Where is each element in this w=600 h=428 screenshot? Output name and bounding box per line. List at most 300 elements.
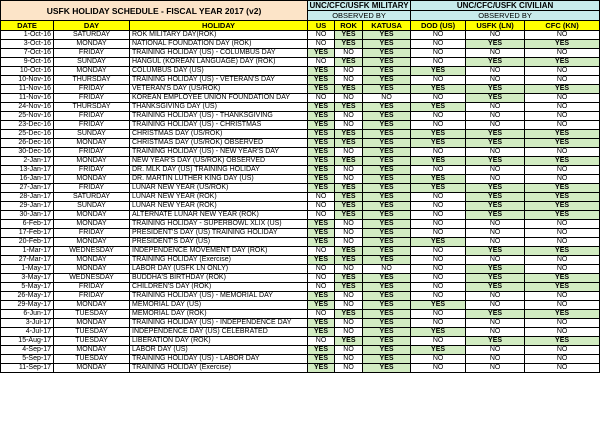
- day-cell: MONDAY: [54, 256, 130, 265]
- katusa-cell: YES: [363, 40, 411, 49]
- cfc-kn-cell: YES: [525, 184, 600, 193]
- us-cell: YES: [308, 184, 335, 193]
- holiday-cell: VETERAN'S DAY (US/ROK): [130, 85, 308, 94]
- rok-cell: NO: [335, 166, 363, 175]
- day-cell: SATURDAY: [54, 31, 130, 40]
- katusa-cell: YES: [363, 112, 411, 121]
- dod-us-cell: NO: [411, 274, 466, 283]
- katusa-cell: YES: [363, 301, 411, 310]
- date-cell: 1-May-17: [1, 265, 54, 274]
- holiday-cell: INDEPENDENCE MOVEMENT DAY (ROK): [130, 247, 308, 256]
- table-row: [1, 283, 600, 292]
- date-cell: 6-Jun-17: [1, 310, 54, 319]
- rok-cell: YES: [335, 40, 363, 49]
- date-cell: 30-Jan-17: [1, 211, 54, 220]
- rok-cell: YES: [335, 157, 363, 166]
- dod-us-cell: YES: [411, 67, 466, 76]
- day-cell: MONDAY: [54, 346, 130, 355]
- usfk-ln-cell: NO: [466, 112, 525, 121]
- holiday-cell: BUDDHA'S BIRTHDAY (ROK): [130, 274, 308, 283]
- cfc-kn-cell: YES: [525, 283, 600, 292]
- rok-cell: YES: [335, 31, 363, 40]
- usfk-ln-cell: NO: [466, 346, 525, 355]
- rok-cell: NO: [335, 265, 363, 274]
- rok-cell: NO: [335, 292, 363, 301]
- date-cell: 20-Feb-17: [1, 238, 54, 247]
- day-cell: TUESDAY: [54, 328, 130, 337]
- rok-cell: NO: [335, 319, 363, 328]
- rok-cell: YES: [335, 184, 363, 193]
- cfc-kn-cell: YES: [525, 211, 600, 220]
- cfc-kn-cell: NO: [525, 76, 600, 85]
- usfk-ln-cell: NO: [466, 301, 525, 310]
- katusa-cell: YES: [363, 211, 411, 220]
- cfc-kn-cell: NO: [525, 67, 600, 76]
- date-cell: 9-Oct-16: [1, 58, 54, 67]
- cfc-kn-cell: YES: [525, 157, 600, 166]
- holiday-cell: DR. MARTIN LUTHER KING DAY (US): [130, 175, 308, 184]
- holiday-cell: LUNAR NEW YEAR (ROK): [130, 202, 308, 211]
- date-cell: 11-Nov-16: [1, 94, 54, 103]
- us-cell: NO: [308, 265, 335, 274]
- date-cell: 25-Dec-16: [1, 130, 54, 139]
- day-cell: SUNDAY: [54, 58, 130, 67]
- rok-cell: NO: [335, 121, 363, 130]
- day-cell: FRIDAY: [54, 229, 130, 238]
- table-row: [1, 337, 600, 346]
- usfk-ln-cell: YES: [466, 85, 525, 94]
- holiday-cell: TRAINING HOLIDAY (US) - NEW YEAR'S DAY: [130, 148, 308, 157]
- dod-us-cell: NO: [411, 220, 466, 229]
- cfc-kn-cell: YES: [525, 337, 600, 346]
- us-cell: NO: [308, 274, 335, 283]
- katusa-cell: YES: [363, 364, 411, 373]
- date-cell: 11-Nov-16: [1, 85, 54, 94]
- cfc-kn-cell: NO: [525, 112, 600, 121]
- date-cell: 10-Oct-16: [1, 67, 54, 76]
- date-cell: 3-May-17: [1, 274, 54, 283]
- usfk-ln-cell: NO: [466, 256, 525, 265]
- cfc-kn-cell: YES: [525, 310, 600, 319]
- holiday-cell: CHRISTMAS DAY (US/ROK): [130, 130, 308, 139]
- table-row: [1, 274, 600, 283]
- table-row: [1, 121, 600, 130]
- katusa-cell: YES: [363, 355, 411, 364]
- date-cell: 11-Sep-17: [1, 364, 54, 373]
- cfc-kn-cell: NO: [525, 301, 600, 310]
- usfk-ln-cell: YES: [466, 58, 525, 67]
- cfc-kn-cell: NO: [525, 292, 600, 301]
- usfk-ln-cell: NO: [466, 67, 525, 76]
- cfc-kn-cell: YES: [525, 202, 600, 211]
- date-cell: 29-Jan-17: [1, 202, 54, 211]
- katusa-cell: YES: [363, 283, 411, 292]
- katusa-cell: YES: [363, 175, 411, 184]
- column-header-us: US: [308, 21, 335, 31]
- usfk-ln-cell: YES: [466, 40, 525, 49]
- holiday-cell: TRAINING HOLIDAY (US) - CHRISTMAS: [130, 121, 308, 130]
- dod-us-cell: NO: [411, 112, 466, 121]
- katusa-cell: YES: [363, 256, 411, 265]
- rok-cell: NO: [335, 94, 363, 103]
- cfc-kn-cell: NO: [525, 148, 600, 157]
- civilian-group-header: UNC/CFC/USFK CIVILIAN: [411, 1, 600, 11]
- rok-cell: YES: [335, 58, 363, 67]
- cfc-kn-cell: YES: [525, 40, 600, 49]
- date-cell: 10-Nov-16: [1, 76, 54, 85]
- cfc-kn-cell: YES: [525, 274, 600, 283]
- date-cell: 5-Sep-17: [1, 355, 54, 364]
- cfc-kn-cell: NO: [525, 319, 600, 328]
- dod-us-cell: NO: [411, 283, 466, 292]
- day-cell: FRIDAY: [54, 148, 130, 157]
- cfc-kn-cell: YES: [525, 85, 600, 94]
- usfk-ln-cell: NO: [466, 292, 525, 301]
- rok-cell: NO: [335, 355, 363, 364]
- cfc-kn-cell: NO: [525, 364, 600, 373]
- day-cell: TUESDAY: [54, 310, 130, 319]
- usfk-ln-cell: NO: [466, 238, 525, 247]
- holiday-cell: TRAINING HOLIDAY (Exercise): [130, 256, 308, 265]
- table-row: [1, 247, 600, 256]
- cfc-kn-cell: YES: [525, 139, 600, 148]
- dod-us-cell: NO: [411, 211, 466, 220]
- usfk-ln-cell: NO: [466, 76, 525, 85]
- date-cell: 7-Oct-16: [1, 49, 54, 58]
- holiday-cell: TRAINING HOLIDAY (US) - VETERAN'S DAY: [130, 76, 308, 85]
- table-row: [1, 94, 600, 103]
- day-cell: MONDAY: [54, 301, 130, 310]
- rok-cell: YES: [335, 310, 363, 319]
- dod-us-cell: NO: [411, 202, 466, 211]
- usfk-ln-cell: YES: [466, 139, 525, 148]
- dod-us-cell: YES: [411, 184, 466, 193]
- dod-us-cell: NO: [411, 94, 466, 103]
- us-cell: YES: [308, 157, 335, 166]
- us-cell: YES: [308, 292, 335, 301]
- us-cell: YES: [308, 76, 335, 85]
- us-cell: NO: [308, 202, 335, 211]
- us-cell: NO: [308, 94, 335, 103]
- date-cell: 27-Jan-17: [1, 184, 54, 193]
- usfk-ln-cell: NO: [466, 328, 525, 337]
- table-row: [1, 175, 600, 184]
- dod-us-cell: NO: [411, 121, 466, 130]
- holiday-cell: PRESIDENT'S DAY (US): [130, 238, 308, 247]
- table-row: [1, 364, 600, 373]
- us-cell: YES: [308, 166, 335, 175]
- holiday-cell: CHRISTMAS DAY (US/ROK) OBSERVED: [130, 139, 308, 148]
- holiday-cell: ALTERNATE LUNAR NEW YEAR (ROK): [130, 211, 308, 220]
- day-cell: SUNDAY: [54, 202, 130, 211]
- katusa-cell: YES: [363, 103, 411, 112]
- column-header-rok: ROK: [335, 21, 363, 31]
- katusa-cell: YES: [363, 121, 411, 130]
- rok-cell: YES: [335, 130, 363, 139]
- day-cell: TUESDAY: [54, 337, 130, 346]
- holiday-cell: TRAINING HOLIDAY (Exercise): [130, 364, 308, 373]
- us-cell: YES: [308, 355, 335, 364]
- us-cell: YES: [308, 121, 335, 130]
- date-cell: 3-Jul-17: [1, 319, 54, 328]
- dod-us-cell: NO: [411, 364, 466, 373]
- date-cell: 26-Dec-16: [1, 139, 54, 148]
- column-header-katusa: KATUSA: [363, 21, 411, 31]
- column-header-row: [1, 21, 600, 31]
- katusa-cell: YES: [363, 166, 411, 175]
- date-cell: 5-May-17: [1, 283, 54, 292]
- usfk-ln-cell: YES: [466, 274, 525, 283]
- holiday-cell: CHILDREN'S DAY (ROK): [130, 283, 308, 292]
- holiday-cell: NATIONAL FOUNDATION DAY (ROK): [130, 40, 308, 49]
- dod-us-cell: YES: [411, 157, 466, 166]
- day-cell: MONDAY: [54, 211, 130, 220]
- cfc-kn-cell: NO: [525, 256, 600, 265]
- katusa-cell: YES: [363, 337, 411, 346]
- holiday-cell: THANKSGIVING DAY (US): [130, 103, 308, 112]
- cfc-kn-cell: NO: [525, 355, 600, 364]
- dod-us-cell: YES: [411, 103, 466, 112]
- katusa-cell: YES: [363, 139, 411, 148]
- rok-cell: YES: [335, 247, 363, 256]
- us-cell: YES: [308, 346, 335, 355]
- cfc-kn-cell: YES: [525, 193, 600, 202]
- katusa-cell: YES: [363, 31, 411, 40]
- date-cell: 17-Feb-17: [1, 229, 54, 238]
- table-row: [1, 31, 600, 40]
- rok-cell: NO: [335, 346, 363, 355]
- rok-cell: YES: [335, 283, 363, 292]
- date-cell: 29-May-17: [1, 301, 54, 310]
- military-observed-by: OBSERVED BY: [308, 11, 411, 21]
- dod-us-cell: NO: [411, 319, 466, 328]
- table-row: [1, 355, 600, 364]
- day-cell: MONDAY: [54, 265, 130, 274]
- rok-cell: YES: [335, 202, 363, 211]
- holiday-cell: LABOR DAY (US): [130, 346, 308, 355]
- holiday-cell: MEMORIAL DAY (ROK): [130, 310, 308, 319]
- katusa-cell: YES: [363, 319, 411, 328]
- dod-us-cell: NO: [411, 310, 466, 319]
- rok-cell: NO: [335, 328, 363, 337]
- us-cell: NO: [308, 40, 335, 49]
- us-cell: YES: [308, 256, 335, 265]
- holiday-cell: LIBERATION DAY (ROK): [130, 337, 308, 346]
- column-header-dod-us: DOD (US): [411, 21, 466, 31]
- us-cell: YES: [308, 49, 335, 58]
- holiday-cell: LUNAR NEW YEAR (ROK): [130, 193, 308, 202]
- table-row: [1, 292, 600, 301]
- table-row: [1, 202, 600, 211]
- day-cell: WEDNESDAY: [54, 247, 130, 256]
- holiday-cell: COLUMBUS DAY (US): [130, 67, 308, 76]
- cfc-kn-cell: NO: [525, 121, 600, 130]
- rok-cell: NO: [335, 301, 363, 310]
- date-cell: 27-Mar-17: [1, 256, 54, 265]
- holiday-cell: TRAINING HOLIDAY (US) - INDEPENDENCE DAY: [130, 319, 308, 328]
- katusa-cell: YES: [363, 220, 411, 229]
- table-row: [1, 166, 600, 175]
- us-cell: NO: [308, 247, 335, 256]
- column-header-cfc-kn: CFC (KN): [525, 21, 600, 31]
- column-header-usfk-ln: USFK (LN): [466, 21, 525, 31]
- usfk-ln-cell: YES: [466, 130, 525, 139]
- usfk-ln-cell: NO: [466, 121, 525, 130]
- date-cell: 25-Nov-16: [1, 112, 54, 121]
- holiday-cell: KOREAN EMPLOYEE UNION FOUNDATION DAY: [130, 94, 308, 103]
- table-row: [1, 112, 600, 121]
- usfk-ln-cell: YES: [466, 337, 525, 346]
- rok-cell: YES: [335, 337, 363, 346]
- usfk-ln-cell: NO: [466, 229, 525, 238]
- day-cell: WEDNESDAY: [54, 274, 130, 283]
- day-cell: FRIDAY: [54, 292, 130, 301]
- katusa-cell: YES: [363, 157, 411, 166]
- katusa-cell: YES: [363, 49, 411, 58]
- katusa-cell: YES: [363, 184, 411, 193]
- day-cell: FRIDAY: [54, 94, 130, 103]
- katusa-cell: YES: [363, 229, 411, 238]
- katusa-cell: NO: [363, 265, 411, 274]
- dod-us-cell: YES: [411, 346, 466, 355]
- cfc-kn-cell: YES: [525, 58, 600, 67]
- katusa-cell: YES: [363, 148, 411, 157]
- day-cell: MONDAY: [54, 220, 130, 229]
- table-row: [1, 49, 600, 58]
- katusa-cell: YES: [363, 202, 411, 211]
- katusa-cell: NO: [363, 94, 411, 103]
- column-header-holiday: HOLIDAY: [130, 21, 308, 31]
- rok-cell: YES: [335, 103, 363, 112]
- table-row: [1, 67, 600, 76]
- cfc-kn-cell: NO: [525, 166, 600, 175]
- katusa-cell: YES: [363, 67, 411, 76]
- usfk-ln-cell: YES: [466, 211, 525, 220]
- cfc-kn-cell: NO: [525, 229, 600, 238]
- cfc-kn-cell: NO: [525, 31, 600, 40]
- usfk-ln-cell: YES: [466, 202, 525, 211]
- table-row: [1, 346, 600, 355]
- dod-us-cell: NO: [411, 166, 466, 175]
- rok-cell: NO: [335, 175, 363, 184]
- us-cell: NO: [308, 310, 335, 319]
- dod-us-cell: NO: [411, 58, 466, 67]
- date-cell: 6-Feb-17: [1, 220, 54, 229]
- dod-us-cell: NO: [411, 49, 466, 58]
- day-cell: MONDAY: [54, 157, 130, 166]
- us-cell: NO: [308, 283, 335, 292]
- holiday-cell: LUNAR NEW YEAR (US/ROK): [130, 184, 308, 193]
- holiday-cell: TRAINING HOLIDAY (US) - MEMORIAL DAY: [130, 292, 308, 301]
- us-cell: YES: [308, 301, 335, 310]
- us-cell: YES: [308, 238, 335, 247]
- holiday-cell: MEMORIAL DAY (US): [130, 301, 308, 310]
- day-cell: MONDAY: [54, 139, 130, 148]
- us-cell: YES: [308, 175, 335, 184]
- day-cell: SUNDAY: [54, 130, 130, 139]
- dod-us-cell: NO: [411, 256, 466, 265]
- dod-us-cell: NO: [411, 292, 466, 301]
- table-row: [1, 193, 600, 202]
- table-row: [1, 256, 600, 265]
- day-cell: FRIDAY: [54, 112, 130, 121]
- column-header-date: DATE: [1, 21, 54, 31]
- date-cell: 4-Jul-17: [1, 328, 54, 337]
- katusa-cell: YES: [363, 85, 411, 94]
- dod-us-cell: NO: [411, 229, 466, 238]
- day-cell: MONDAY: [54, 364, 130, 373]
- us-cell: NO: [308, 58, 335, 67]
- rok-cell: YES: [335, 193, 363, 202]
- usfk-ln-cell: YES: [466, 94, 525, 103]
- us-cell: YES: [308, 139, 335, 148]
- rok-cell: NO: [335, 238, 363, 247]
- date-cell: 30-Dec-16: [1, 148, 54, 157]
- table-row: [1, 40, 600, 49]
- dod-us-cell: NO: [411, 148, 466, 157]
- holiday-cell: PRESIDENT'S DAY (US) TRAINING HOLIDAY: [130, 229, 308, 238]
- day-cell: THURSDAY: [54, 103, 130, 112]
- usfk-ln-cell: NO: [466, 355, 525, 364]
- dod-us-cell: YES: [411, 85, 466, 94]
- katusa-cell: YES: [363, 328, 411, 337]
- table-row: [1, 238, 600, 247]
- katusa-cell: YES: [363, 247, 411, 256]
- military-group-header: UNC/CFC/USFK MILITARY: [309, 0, 409, 10]
- katusa-cell: YES: [363, 193, 411, 202]
- cfc-kn-cell: NO: [525, 265, 600, 274]
- table-row: [1, 58, 600, 67]
- holiday-cell: HANGUL (KOREAN LANGUAGE) DAY (ROK): [130, 58, 308, 67]
- day-cell: FRIDAY: [54, 85, 130, 94]
- usfk-ln-cell: YES: [466, 310, 525, 319]
- day-cell: FRIDAY: [54, 166, 130, 175]
- us-cell: YES: [308, 103, 335, 112]
- table-row: [1, 76, 600, 85]
- rok-cell: YES: [335, 256, 363, 265]
- usfk-ln-cell: NO: [466, 31, 525, 40]
- usfk-ln-cell: NO: [466, 220, 525, 229]
- dod-us-cell: YES: [411, 130, 466, 139]
- usfk-ln-cell: YES: [466, 247, 525, 256]
- date-cell: 3-Oct-16: [1, 40, 54, 49]
- rok-cell: YES: [335, 274, 363, 283]
- cfc-kn-cell: NO: [525, 175, 600, 184]
- schedule-title: USFK HOLIDAY SCHEDULE - FISCAL YEAR 2017 (v2): [1, 1, 308, 21]
- us-cell: YES: [308, 67, 335, 76]
- day-cell: FRIDAY: [54, 184, 130, 193]
- usfk-ln-cell: NO: [466, 364, 525, 373]
- rok-cell: NO: [335, 364, 363, 373]
- dod-us-cell: NO: [411, 31, 466, 40]
- dod-us-cell: YES: [411, 238, 466, 247]
- cfc-kn-cell: NO: [525, 49, 600, 58]
- date-cell: 16-Jan-17: [1, 175, 54, 184]
- katusa-cell: YES: [363, 292, 411, 301]
- holiday-cell: NEW YEAR'S DAY (US/ROK) OBSERVED: [130, 157, 308, 166]
- day-cell: MONDAY: [54, 238, 130, 247]
- katusa-cell: YES: [363, 274, 411, 283]
- us-cell: NO: [308, 31, 335, 40]
- rok-cell: YES: [335, 139, 363, 148]
- usfk-ln-cell: NO: [466, 103, 525, 112]
- date-cell: 26-May-17: [1, 292, 54, 301]
- table-row: [1, 265, 600, 274]
- dod-us-cell: NO: [411, 40, 466, 49]
- rok-cell: NO: [335, 112, 363, 121]
- date-cell: 28-Jan-17: [1, 193, 54, 202]
- civilian-observed-by: OBSERVED BY: [411, 11, 600, 21]
